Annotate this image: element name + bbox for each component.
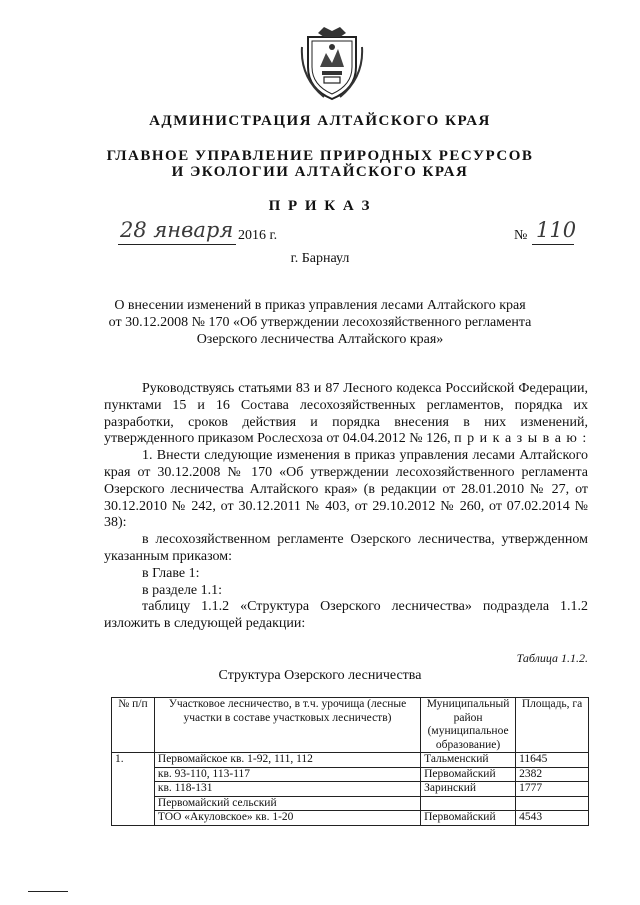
number-label: №	[514, 228, 528, 243]
table-title: Структура Озерского лесничества	[218, 668, 422, 683]
header-district: Участковое лесничество, в т.ч. урочища (лесные участки в составе участковых лесничеств)	[154, 698, 420, 753]
row-district: Первомайское кв. 1-92, 111, 112	[154, 753, 420, 768]
table-header-row	[112, 698, 589, 753]
structure-table	[111, 697, 589, 826]
document-body	[104, 381, 588, 633]
row-district: Первомайский сельский	[154, 796, 420, 811]
row-municipal: Тальменский	[421, 753, 516, 768]
header-municipal: Муниципальный район (муниципальное образование)	[421, 698, 516, 753]
header-num: № п/п	[112, 698, 155, 753]
footnote-separator	[28, 891, 68, 892]
table-label: Таблица 1.1.2.	[516, 651, 588, 665]
row-area	[516, 796, 589, 811]
row-area: 4543	[516, 811, 589, 826]
department-name-line2: И ЭКОЛОГИИ АЛТАЙСКОГО КРАЯ	[171, 164, 469, 180]
document-type: П Р И К А З	[268, 198, 372, 214]
body-paragraph-3: в лесохозяйственном регламенте Озерского лесничества, утвержденном указанным приказом:	[104, 532, 588, 564]
year: 2016 г.	[238, 228, 278, 243]
row-num: 1.	[112, 753, 155, 826]
row-district: ТОО «Акуловское» кв. 1-20	[154, 811, 420, 826]
table-row	[112, 753, 589, 768]
document-subject	[0, 298, 640, 348]
department-name-line1: ГЛАВНОЕ УПРАВЛЕНИЕ ПРИРОДНЫХ РЕСУРСОВ	[106, 148, 534, 164]
coat-of-arms-emblem	[300, 27, 364, 103]
row-municipal: Заринский	[421, 782, 516, 797]
table-row	[112, 796, 589, 811]
row-municipal: Первомайский	[421, 811, 516, 826]
handwritten-number: 110	[536, 218, 577, 242]
row-district: кв. 93-110, 113-117	[154, 767, 420, 782]
row-municipal: Первомайский	[421, 767, 516, 782]
row-municipal	[421, 796, 516, 811]
row-district: кв. 118-131	[154, 782, 420, 797]
body-paragraph-2: 1. Внести следующие изменения в приказ управления лесами Алтайского края от 30.12.2008 № 170 «Об утверждении лесохозяйственного регламента Озерского лесничества Алтайского края» (в редакции от 28.01.2010 № 27, от 30.12.2010 № 242, от 30.12.2011 № 403, от 29.10.2012 № 260, от 07.02.2014 № 38):	[104, 448, 588, 531]
body-paragraph-4: в Главе 1:	[142, 565, 200, 581]
row-area: 11645	[516, 753, 589, 768]
row-area: 2382	[516, 767, 589, 782]
handwritten-date: 28 января	[120, 218, 234, 242]
table-row	[112, 811, 589, 826]
body-paragraph-1: Руководствуясь статьями 83 и 87 Лесного кодекса Российской Федерации, пунктами 15 и 16 Состава лесохозяйственных регламентов, порядка их разработки, сроков действия и порядка внесения в них изменений, утвержденного приказом Рослесхоза от 04.04.2012 № 126, п р и к а з ы в а ю :	[104, 381, 588, 447]
body-paragraph-6: таблицу 1.1.2 «Структура Озерского лесничества» подраздела 1.1.2 изложить в следующей редакции:	[104, 599, 588, 632]
subject-line2: от 30.12.2008 № 170 «Об утверждении лесохозяйственного регламента	[108, 314, 532, 330]
city: г. Барнаул	[290, 251, 350, 266]
table-row	[112, 782, 589, 797]
order-word: п р и к а з ы в а ю :	[454, 431, 588, 447]
subject-line1: О внесении изменений в приказ управления лесами Алтайского края	[114, 298, 526, 313]
subject-line3: Озерского лесничества Алтайского края»	[196, 331, 444, 347]
table-row	[112, 767, 589, 782]
body-paragraph-5: в разделе 1.1:	[142, 582, 223, 598]
row-area: 1777	[516, 782, 589, 797]
header-area: Площадь, га	[516, 698, 589, 753]
org-name: АДМИНИСТРАЦИЯ АЛТАЙСКОГО КРАЯ	[149, 113, 491, 129]
